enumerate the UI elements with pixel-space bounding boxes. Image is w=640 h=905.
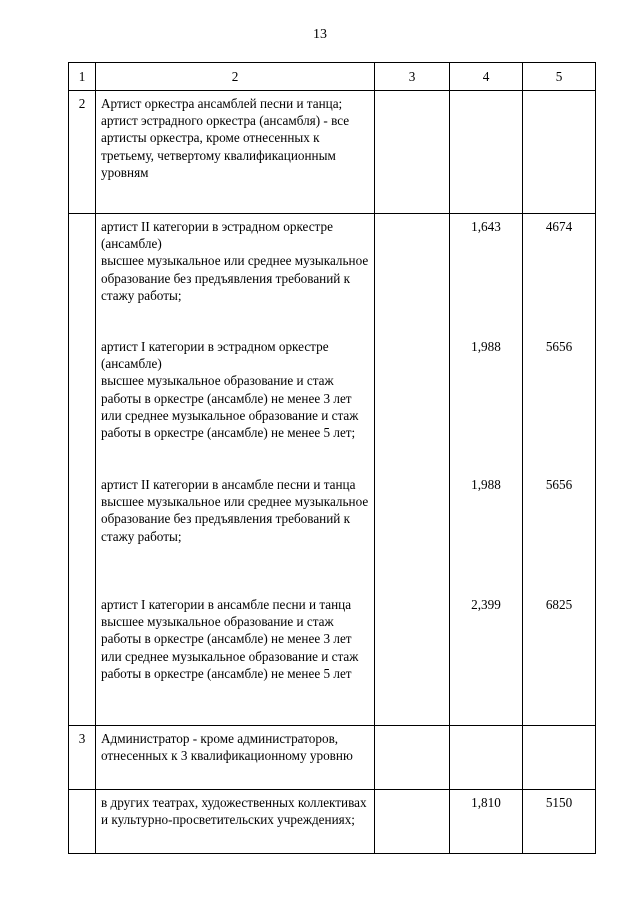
empty-cell (375, 214, 450, 726)
empty-cell (450, 91, 523, 214)
qualification-text: в других театрах, художественных коллективах и культурно-просветительских учреждениях; (96, 790, 375, 854)
row-number: 2 (69, 91, 96, 214)
table-header-row (69, 63, 596, 91)
empty-cell (450, 726, 523, 790)
page-number: 13 (313, 27, 327, 42)
qualification-text: артист II категории в ансамбле песни и танца высшее музыкальное или среднее музыкальное образование без предъявления требований к стажу работы; (101, 477, 369, 544)
header-cell: 2 (96, 63, 375, 91)
qualification-item (101, 218, 370, 338)
coefficient: 1,988 (471, 477, 501, 492)
header-cell: 1 (69, 63, 96, 91)
salary-column (523, 214, 596, 726)
qualification-text: артист I категории в ансамбле песни и танца высшее музыкальное образование и стаж работы в оркестре (ансамбле) не менее 3 лет или среднее музыкальное образование и стаж работы в оркестре (ансамбле) не менее 5 лет (101, 597, 359, 681)
coefficient-column (450, 214, 523, 726)
salary-table (68, 62, 596, 854)
row-number: 3 (69, 726, 96, 790)
empty-cell (523, 91, 596, 214)
qualification-item (101, 338, 370, 476)
qualification-item (101, 596, 370, 682)
empty-cell (375, 91, 450, 214)
coefficient: 1,988 (471, 339, 501, 354)
empty-cell (69, 214, 96, 726)
table-row (69, 91, 596, 214)
qualification-text: артист II категории в эстрадном оркестре (ансамбле) высшее музыкальное или среднее музыкальное образование без предъявления требований к стажу работы; (101, 219, 369, 303)
qualification-text: артист I категории в эстрадном оркестре (ансамбле) высшее музыкальное образование и стаж работы в оркестре (ансамбле) не менее 3 лет или среднее музыкальное образование и стаж работы в оркестре (ансамбле) не менее 5 лет; (101, 339, 359, 441)
header-cell: 3 (375, 63, 450, 91)
empty-cell (523, 726, 596, 790)
table-row (69, 214, 596, 726)
salary: 5656 (545, 339, 573, 354)
qualification-list (96, 214, 375, 726)
position-title: Администратор - кроме администраторов, отнесенных к 3 квалификационному уровню (96, 726, 375, 790)
empty-cell (375, 726, 450, 790)
qualification-item (101, 476, 370, 596)
header-cell: 5 (523, 63, 596, 91)
header-cell: 4 (450, 63, 523, 91)
salary: 6825 (545, 597, 573, 612)
coefficient: 1,810 (450, 790, 523, 854)
salary: 5656 (545, 477, 573, 492)
empty-cell (69, 790, 96, 854)
coefficient: 1,643 (471, 219, 501, 234)
table-row (69, 726, 596, 790)
position-title: Артист оркестра ансамблей песни и танца; артист эстрадного оркестра (ансамбля) - все артисты оркестра, кроме отнесенных к третьему, четвертому квалификационным уровням (96, 91, 375, 214)
coefficient: 2,399 (471, 597, 501, 612)
empty-cell (375, 790, 450, 854)
table-row (69, 790, 596, 854)
salary: 5150 (523, 790, 596, 854)
salary: 4674 (545, 219, 573, 234)
